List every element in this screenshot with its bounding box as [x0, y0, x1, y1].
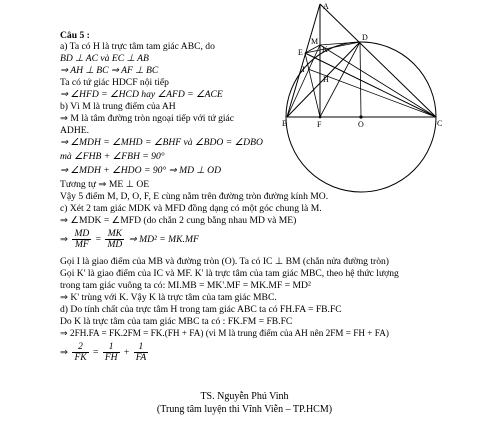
fraction-equation-c: ⇒ $\frac{MD}{MF}$ = $\frac{MK}{MD}$ ⇒ MD² = MK.MF — [60, 229, 199, 251]
text-line: Ta có tứ giác HDCF nội tiếp — [60, 77, 169, 88]
label-e: E — [298, 48, 303, 57]
text-line: ⇒ M là tâm đường tròn ngoại tiếp với tứ giác — [60, 113, 235, 124]
text-line: Gọi K' là giao điểm của IC và MF. K' là trực tâm của tam giác MBC, theo hệ thức lượng — [60, 268, 399, 279]
text-line: b) Vì M là trung điểm của AH — [60, 101, 176, 112]
label-k: K — [322, 45, 328, 54]
label-d: D — [362, 33, 368, 42]
math-line: ⇒ ∠HFD = ∠HCD hay ∠AFD = ∠ACE — [60, 89, 223, 100]
label-o: O — [358, 120, 364, 129]
math-line: BD ⊥ AC và EC ⊥ AB — [60, 53, 149, 64]
label-c: C — [437, 119, 443, 128]
text-line: Gọi I là giao điểm của MB và đường tròn (O). Ta có IC ⊥ BM (chắn nửa đường tròn) — [60, 256, 389, 267]
question-heading: Câu 5 : — [60, 30, 90, 41]
text-line: a) Ta có H là trực tâm tam giác ABC, do — [60, 41, 215, 52]
author-name: TS. Nguyễn Phú Vinh — [200, 391, 289, 402]
label-m: M — [311, 37, 319, 46]
text-line: d) Do tính chất của trực tâm H trong tam giác ABC ta có FH.FA = FB.FC — [60, 304, 342, 315]
text-line: Do K là trực tâm của tam giác MBC ta có : FK.FM = FB.FC — [60, 316, 293, 327]
math-line: ⇒ ∠MDH = ∠MHD = ∠BHF và ∠BDO = ∠DBO — [60, 137, 263, 148]
text-line: Vậy 5 điểm M, D, O, F, E cùng nằm trên đường tròn đường kính MO. — [60, 191, 329, 202]
text-line: ⇒ K' trùng với K. Vậy K là trực tâm của tam giác MBC. — [60, 292, 277, 303]
math-line: ⇒ AH ⊥ BC ⇒ AF ⊥ BC — [60, 65, 159, 76]
label-a: A — [323, 2, 329, 11]
author-affiliation: (Trung tâm luyện thi Vĩnh Viễn – TP.HCM) — [156, 404, 333, 415]
label-b: B — [282, 119, 288, 128]
geometry-figure — [280, 0, 480, 200]
text-line: Tương tự ⇒ ME ⊥ OE — [60, 179, 150, 190]
text-line: trong tam giác vuông ta có: MI.MB = MK'.MF = MK.MF = MD² — [60, 280, 311, 291]
text-line: c) Xét 2 tam giác MDK và MFD đồng dạng có một góc chung là M. — [60, 203, 322, 214]
label-f: F — [317, 120, 322, 129]
fraction-equation-d: ⇒ $\frac{2}{FK}$ = $\frac{1}{FH}$ + $\frac{1}{FA}$ — [60, 342, 147, 364]
math-line: ⇒ ∠MDH + ∠HDO = 90° ⇒ MD ⊥ OD — [60, 165, 222, 176]
math-line: ⇒ 2FH.FA = FK.2FM = FK.(FH + FA) (vì M là trung điểm của AH nên 2FM = FH + FA) — [60, 328, 389, 338]
label-i: I — [302, 65, 305, 74]
math-line: ⇒ ∠MDK = ∠MFD (do chắn 2 cung bằng nhau MD và ME) — [60, 215, 297, 226]
label-h: H — [323, 75, 329, 84]
math-line: mà ∠FHB + ∠FBH = 90° — [60, 151, 165, 162]
text-line: ADHE. — [60, 125, 90, 136]
